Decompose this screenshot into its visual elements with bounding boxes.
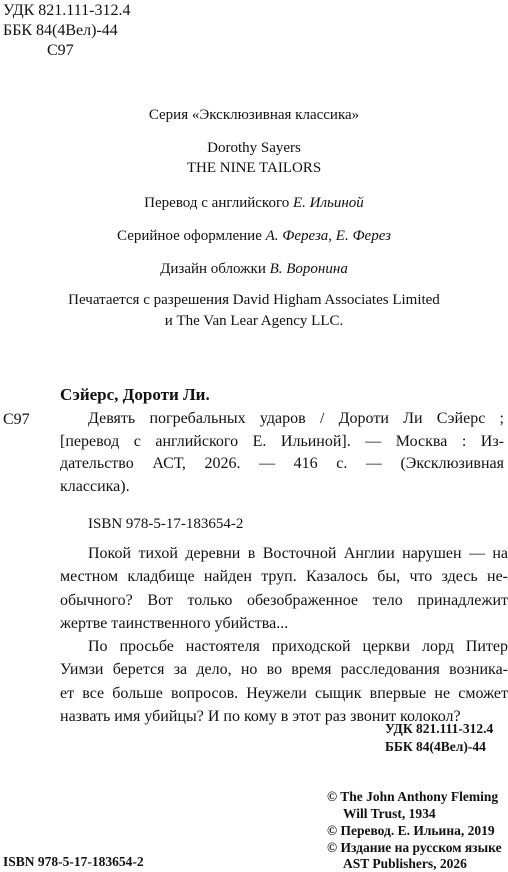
translation-credit (0, 195, 508, 212)
translation-label: Перевод с английского (144, 195, 293, 211)
catalog-line: дательство АСТ, 2026. — 416 с. — (Эксклюзивная (60, 455, 504, 472)
annotation-line: По просьбе настоятеля приходской церкви лорд Питер (88, 638, 508, 655)
original-title: THE NINE TAILORS (186, 160, 322, 176)
copyright-line-2: Will Trust, 1934 (343, 806, 436, 821)
annotation-line: местном кладбище найден труп. Казалось бы, что здесь не- (60, 568, 508, 586)
annotation-line: Уимзи берется за дело, но во время расследования возника- (60, 661, 508, 679)
bbk-code: ББК 84(4Вел)-44 (3, 22, 118, 39)
original-author: Dorothy Sayers (207, 140, 301, 156)
cover-designer-name: В. Воронина (269, 261, 348, 277)
catalog-mark: С97 (3, 411, 30, 428)
cover-credit (0, 261, 508, 278)
catalog-line: Девять погребальных ударов / Дороти Ли Сэйерс ; (88, 410, 504, 427)
catalog-description (60, 408, 504, 498)
permission-line-1: Печатается с разрешения David Higham Associates Limited (68, 292, 440, 308)
catalog-line: [перевод с английского Е. Ильиной]. — Москва : Из- (60, 432, 504, 450)
design-label: Серийное оформление (117, 228, 266, 244)
copyright-line-3: © Перевод. Е. Ильина, 2019 (327, 823, 495, 838)
annotation-line: назвать имя убийцы? И по кому в этот раз звонит колокол? (60, 707, 461, 725)
catalog-isbn: ISBN 978-5-17-183654-2 (88, 516, 244, 532)
annotation-line: Покой тихой деревни в Восточной Англии нарушен — на (88, 545, 508, 562)
catalog-line: классика). (60, 477, 130, 495)
translator-name: Е. Ильиной (293, 195, 364, 211)
bottom-bbk-code: ББК 84(4Вел)-44 (385, 739, 486, 754)
bottom-udk-code: УДК 821.111-312.4 (385, 721, 494, 736)
annotation-paragraph-2 (60, 635, 508, 728)
copyright-line-4: © Издание на русском языке (327, 840, 502, 855)
series-line: Серия «Эксклюзивная классика» (148, 107, 360, 123)
designer-names: А. Фереза, Е. Ферез (265, 228, 391, 244)
bottom-isbn: ISBN 978-5-17-183654-2 (3, 854, 144, 869)
catalog-heading: Сэйерс, Дороти Ли. (60, 385, 210, 404)
udk-code: УДК 821.111-312.4 (3, 2, 131, 19)
design-credit (0, 228, 508, 245)
permission-line-2: и The Van Lear Agency LLC. (164, 313, 344, 329)
copyright-line-5: AST Publishers, 2026 (343, 856, 467, 871)
cover-label: Дизайн обложки (160, 261, 270, 277)
annotation-paragraph-1 (60, 542, 508, 635)
annotation-line: ет все больше вопросов. Неужели сыщик впервые не сможет (60, 684, 508, 702)
annotation-line: обычного? Вот только обезображенное тело принадлежит (60, 591, 508, 609)
copyright-line-1: © The John Anthony Fleming (327, 789, 499, 804)
author-mark: С97 (47, 42, 74, 59)
annotation-line: жертве таинственного убийства... (60, 614, 289, 632)
